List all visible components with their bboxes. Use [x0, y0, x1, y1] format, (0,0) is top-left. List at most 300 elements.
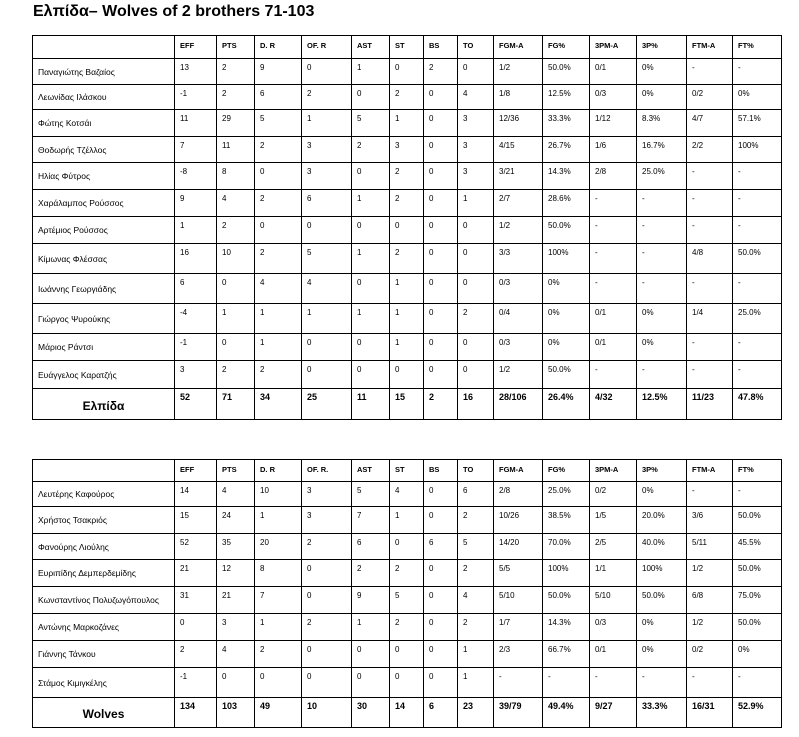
stat-bs: 0 — [424, 361, 458, 389]
stat-pts: 35 — [217, 534, 255, 560]
stat-to: 2 — [458, 614, 494, 641]
stat-bs: 0 — [424, 217, 458, 244]
player-name: Φώτης Κοτσάι — [33, 110, 175, 137]
stat-bs: 0 — [424, 190, 458, 217]
header-fgm: FGM-A — [494, 460, 543, 482]
total-to: 16 — [458, 389, 494, 420]
stat-dr: 1 — [255, 614, 302, 641]
stat-3pm: - — [590, 361, 637, 389]
total-ftm: 16/31 — [687, 698, 733, 728]
stat-eff: 11 — [175, 110, 217, 137]
stat-or: 1 — [302, 304, 352, 334]
stat-ast: 0 — [352, 668, 390, 698]
stat-ftp: 45.5% — [733, 534, 782, 560]
stat-st: 1 — [390, 304, 424, 334]
stat-ftp: 100% — [733, 137, 782, 163]
stat-3pp: - — [637, 244, 687, 274]
total-or: 10 — [302, 698, 352, 728]
stat-ftp: 25.0% — [733, 304, 782, 334]
stat-bs: 0 — [424, 668, 458, 698]
stat-to: 6 — [458, 482, 494, 507]
stat-eff: 2 — [175, 641, 217, 668]
header-eff: EFF — [175, 460, 217, 482]
stat-to: 0 — [458, 361, 494, 389]
header-bs: BS — [424, 460, 458, 482]
stat-3pp: 0% — [637, 614, 687, 641]
header-to: TO — [458, 460, 494, 482]
stat-3pp: 0% — [637, 85, 687, 110]
stat-eff: -1 — [175, 334, 217, 361]
stat-ast: 5 — [352, 482, 390, 507]
stat-st: 0 — [390, 59, 424, 85]
header-st: ST — [390, 36, 424, 59]
player-row — [33, 304, 782, 334]
stat-or: 0 — [302, 560, 352, 587]
stat-eff: 9 — [175, 190, 217, 217]
player-row — [33, 85, 782, 110]
total-pts: 71 — [217, 389, 255, 420]
stat-st: 2 — [390, 85, 424, 110]
stat-fgp: 0% — [543, 304, 590, 334]
stat-dr: 1 — [255, 334, 302, 361]
header-fgp: FG% — [543, 36, 590, 59]
stat-bs: 0 — [424, 110, 458, 137]
header-3pm: 3PM-A — [590, 460, 637, 482]
stat-ftm: 6/8 — [687, 587, 733, 614]
stat-ast: 6 — [352, 534, 390, 560]
stat-to: 1 — [458, 668, 494, 698]
total-dr: 49 — [255, 698, 302, 728]
stat-eff: 13 — [175, 59, 217, 85]
stat-eff: 3 — [175, 361, 217, 389]
stat-or: 2 — [302, 85, 352, 110]
player-name: Ιωάννης Γεωργιάδης — [33, 274, 175, 304]
stat-dr: 8 — [255, 560, 302, 587]
stat-fgm: 0/3 — [494, 334, 543, 361]
stat-pts: 2 — [217, 217, 255, 244]
stat-fgm: 3/3 — [494, 244, 543, 274]
stat-bs: 0 — [424, 304, 458, 334]
stat-bs: 0 — [424, 137, 458, 163]
stat-or: 4 — [302, 274, 352, 304]
player-row — [33, 614, 782, 641]
total-bs: 6 — [424, 698, 458, 728]
stat-or: 0 — [302, 59, 352, 85]
stat-ftp: - — [733, 163, 782, 190]
stat-to: 0 — [458, 244, 494, 274]
stat-ftp: - — [733, 274, 782, 304]
stat-pts: 0 — [217, 274, 255, 304]
stat-fgm: 1/2 — [494, 217, 543, 244]
header-ftm: FTM-A — [687, 460, 733, 482]
stat-ast: 0 — [352, 334, 390, 361]
stat-fgm: 2/7 — [494, 190, 543, 217]
stat-fgm: - — [494, 668, 543, 698]
stat-ast: 1 — [352, 614, 390, 641]
stat-3pm: 2/8 — [590, 163, 637, 190]
stat-ftp: - — [733, 59, 782, 85]
stat-or: 3 — [302, 163, 352, 190]
stat-to: 2 — [458, 304, 494, 334]
header-eff: EFF — [175, 36, 217, 59]
stat-ftm: - — [687, 163, 733, 190]
player-name: Θοδωρής Τζέλλος — [33, 137, 175, 163]
stat-ftp: 57.1% — [733, 110, 782, 137]
header-dr: D. R — [255, 36, 302, 59]
player-row — [33, 534, 782, 560]
stat-pts: 3 — [217, 614, 255, 641]
stat-or: 0 — [302, 334, 352, 361]
stat-3pp: - — [637, 190, 687, 217]
stat-or: 2 — [302, 534, 352, 560]
header-row — [33, 460, 782, 482]
stat-3pp: 100% — [637, 560, 687, 587]
player-row — [33, 137, 782, 163]
total-3pp: 12.5% — [637, 389, 687, 420]
stat-st: 1 — [390, 274, 424, 304]
stat-fgp: 66.7% — [543, 641, 590, 668]
stat-dr: 10 — [255, 482, 302, 507]
stat-fgm: 1/8 — [494, 85, 543, 110]
player-row — [33, 641, 782, 668]
stat-fgm: 3/21 — [494, 163, 543, 190]
stat-ftp: - — [733, 334, 782, 361]
stat-dr: 2 — [255, 137, 302, 163]
stat-fgm: 2/8 — [494, 482, 543, 507]
stat-dr: 1 — [255, 507, 302, 534]
stat-or: 3 — [302, 482, 352, 507]
stat-fgp: 14.3% — [543, 614, 590, 641]
stat-bs: 0 — [424, 482, 458, 507]
stat-fgp: 33.3% — [543, 110, 590, 137]
stat-pts: 4 — [217, 190, 255, 217]
stat-eff: 16 — [175, 244, 217, 274]
stat-dr: 2 — [255, 244, 302, 274]
stat-3pp: 0% — [637, 482, 687, 507]
totals-row — [33, 389, 782, 420]
team-name: Ελπίδα — [33, 389, 175, 420]
stat-bs: 0 — [424, 274, 458, 304]
stat-ast: 0 — [352, 217, 390, 244]
total-ast: 30 — [352, 698, 390, 728]
stat-bs: 2 — [424, 59, 458, 85]
stat-ftp: 50.0% — [733, 507, 782, 534]
header-to: TO — [458, 36, 494, 59]
header-fgm: FGM-A — [494, 36, 543, 59]
header-pts: PTS — [217, 36, 255, 59]
player-name: Λευτέρης Καφούρος — [33, 482, 175, 507]
player-row — [33, 274, 782, 304]
player-name: Ηλίας Φύτρος — [33, 163, 175, 190]
stat-3pp: - — [637, 274, 687, 304]
stat-fgm: 1/2 — [494, 361, 543, 389]
stat-3pp: 0% — [637, 59, 687, 85]
stat-st: 1 — [390, 507, 424, 534]
stat-fgm: 5/10 — [494, 587, 543, 614]
stat-3pm: 2/5 — [590, 534, 637, 560]
stat-eff: 6 — [175, 274, 217, 304]
player-row — [33, 334, 782, 361]
stat-to: 0 — [458, 59, 494, 85]
stat-3pp: 20.0% — [637, 507, 687, 534]
stat-to: 4 — [458, 85, 494, 110]
stat-to: 3 — [458, 110, 494, 137]
stat-ftm: 1/4 — [687, 304, 733, 334]
stat-or: 5 — [302, 244, 352, 274]
stat-dr: 2 — [255, 641, 302, 668]
stat-bs: 0 — [424, 614, 458, 641]
stat-dr: 0 — [255, 163, 302, 190]
stat-fgp: - — [543, 668, 590, 698]
header-fgp: FG% — [543, 460, 590, 482]
stat-ftm: 0/2 — [687, 85, 733, 110]
stat-ftm: 4/8 — [687, 244, 733, 274]
stat-bs: 0 — [424, 587, 458, 614]
stat-ftm: 3/6 — [687, 507, 733, 534]
stat-to: 1 — [458, 641, 494, 668]
stat-eff: -1 — [175, 85, 217, 110]
stat-eff: -4 — [175, 304, 217, 334]
stat-fgm: 1/7 — [494, 614, 543, 641]
player-name: Κωνσταντίνος Πολυζωγόπουλος — [33, 587, 175, 614]
stat-to: 2 — [458, 507, 494, 534]
total-ftp: 52.9% — [733, 698, 782, 728]
player-row — [33, 668, 782, 698]
stat-fgm: 2/3 — [494, 641, 543, 668]
player-row — [33, 217, 782, 244]
stat-to: 2 — [458, 560, 494, 587]
stat-3pp: - — [637, 361, 687, 389]
player-name: Κίμωνας Φλέσσας — [33, 244, 175, 274]
stat-eff: 21 — [175, 560, 217, 587]
stat-fgp: 0% — [543, 274, 590, 304]
player-row — [33, 59, 782, 85]
stat-bs: 0 — [424, 244, 458, 274]
player-name: Γιάννης Τάνκου — [33, 641, 175, 668]
player-name: Γιώργος Ψυρούκης — [33, 304, 175, 334]
player-row — [33, 190, 782, 217]
stat-st: 1 — [390, 110, 424, 137]
stat-bs: 6 — [424, 534, 458, 560]
header-ftp: FT% — [733, 460, 782, 482]
total-fgm: 28/106 — [494, 389, 543, 420]
stat-ftm: - — [687, 274, 733, 304]
header-dr: D. R — [255, 460, 302, 482]
stat-eff: 1 — [175, 217, 217, 244]
stat-ast: 0 — [352, 641, 390, 668]
stat-pts: 1 — [217, 304, 255, 334]
stat-ftm: - — [687, 361, 733, 389]
stat-fgm: 5/5 — [494, 560, 543, 587]
stat-st: 0 — [390, 217, 424, 244]
stat-fgp: 26.7% — [543, 137, 590, 163]
stat-fgm: 4/15 — [494, 137, 543, 163]
stat-3pm: 0/1 — [590, 59, 637, 85]
player-name: Στάμος Κιμιγκέλης — [33, 668, 175, 698]
stat-3pm: 5/10 — [590, 587, 637, 614]
stat-3pm: 0/3 — [590, 614, 637, 641]
stat-dr: 4 — [255, 274, 302, 304]
stat-dr: 2 — [255, 361, 302, 389]
stat-dr: 7 — [255, 587, 302, 614]
player-row — [33, 560, 782, 587]
stat-or: 0 — [302, 361, 352, 389]
total-st: 15 — [390, 389, 424, 420]
header-ast: AST — [352, 460, 390, 482]
player-name: Χρήστος Τσακριός — [33, 507, 175, 534]
stat-or: 3 — [302, 507, 352, 534]
stat-eff: -1 — [175, 668, 217, 698]
total-st: 14 — [390, 698, 424, 728]
total-ast: 11 — [352, 389, 390, 420]
team1-stats-table — [32, 35, 782, 420]
header-3pp: 3P% — [637, 36, 687, 59]
stat-3pm: 1/12 — [590, 110, 637, 137]
stat-pts: 0 — [217, 334, 255, 361]
total-bs: 2 — [424, 389, 458, 420]
stat-to: 0 — [458, 334, 494, 361]
stat-st: 2 — [390, 190, 424, 217]
stat-ast: 7 — [352, 507, 390, 534]
stat-fgm: 0/4 — [494, 304, 543, 334]
stat-dr: 6 — [255, 85, 302, 110]
player-row — [33, 587, 782, 614]
header-3pm: 3PM-A — [590, 36, 637, 59]
stat-ftp: 75.0% — [733, 587, 782, 614]
player-name: Ευάγγελος Καρατζής — [33, 361, 175, 389]
stat-ftp: 50.0% — [733, 614, 782, 641]
stat-ftm: 1/2 — [687, 560, 733, 587]
header-blank-cell — [33, 460, 175, 482]
total-3pp: 33.3% — [637, 698, 687, 728]
player-name: Ευριπίδης Δεμπερδεμίδης — [33, 560, 175, 587]
stat-pts: 4 — [217, 641, 255, 668]
stat-ftm: 1/2 — [687, 614, 733, 641]
stat-dr: 1 — [255, 304, 302, 334]
stat-3pm: 0/1 — [590, 304, 637, 334]
stat-to: 3 — [458, 163, 494, 190]
stat-fgp: 50.0% — [543, 587, 590, 614]
stat-fgp: 100% — [543, 560, 590, 587]
stat-ftp: - — [733, 361, 782, 389]
stat-fgp: 28.6% — [543, 190, 590, 217]
stat-bs: 0 — [424, 163, 458, 190]
stat-fgp: 50.0% — [543, 59, 590, 85]
stat-pts: 21 — [217, 587, 255, 614]
stat-or: 6 — [302, 190, 352, 217]
total-3pm: 4/32 — [590, 389, 637, 420]
player-row — [33, 507, 782, 534]
stat-fgp: 25.0% — [543, 482, 590, 507]
stat-3pm: 0/2 — [590, 482, 637, 507]
stat-pts: 8 — [217, 163, 255, 190]
header-ftp: FT% — [733, 36, 782, 59]
stat-ast: 1 — [352, 244, 390, 274]
stat-3pm: 0/3 — [590, 85, 637, 110]
stat-3pp: 0% — [637, 641, 687, 668]
total-or: 25 — [302, 389, 352, 420]
stat-fgp: 70.0% — [543, 534, 590, 560]
stat-st: 2 — [390, 560, 424, 587]
stat-3pp: 16.7% — [637, 137, 687, 163]
stat-pts: 2 — [217, 59, 255, 85]
stat-ftp: - — [733, 190, 782, 217]
stat-bs: 0 — [424, 334, 458, 361]
stat-ast: 2 — [352, 560, 390, 587]
total-to: 23 — [458, 698, 494, 728]
stat-ftm: - — [687, 217, 733, 244]
stat-3pm: 1/5 — [590, 507, 637, 534]
totals-row — [33, 698, 782, 728]
player-row — [33, 361, 782, 389]
stat-ast: 2 — [352, 137, 390, 163]
header-ftm: FTM-A — [687, 36, 733, 59]
stat-3pp: 25.0% — [637, 163, 687, 190]
stat-st: 2 — [390, 244, 424, 274]
stat-3pp: 0% — [637, 304, 687, 334]
stat-ftm: 0/2 — [687, 641, 733, 668]
stat-to: 1 — [458, 190, 494, 217]
player-row — [33, 482, 782, 507]
stat-pts: 11 — [217, 137, 255, 163]
stat-ast: 9 — [352, 587, 390, 614]
stat-ast: 1 — [352, 304, 390, 334]
stat-st: 1 — [390, 334, 424, 361]
stat-fgm: 14/20 — [494, 534, 543, 560]
stat-3pm: - — [590, 190, 637, 217]
stat-ftp: 0% — [733, 85, 782, 110]
stat-fgp: 38.5% — [543, 507, 590, 534]
total-ftp: 47.8% — [733, 389, 782, 420]
stat-3pm: 0/1 — [590, 641, 637, 668]
stat-3pp: 50.0% — [637, 587, 687, 614]
player-name: Μάριος Ράντσι — [33, 334, 175, 361]
stat-ast: 0 — [352, 163, 390, 190]
stat-to: 4 — [458, 587, 494, 614]
stat-eff: 0 — [175, 614, 217, 641]
stat-eff: 52 — [175, 534, 217, 560]
header-ast: AST — [352, 36, 390, 59]
stat-3pm: 1/1 — [590, 560, 637, 587]
player-name: Αρτέμιος Ρούσσος — [33, 217, 175, 244]
stat-3pm: - — [590, 668, 637, 698]
header-or: OF. R — [302, 36, 352, 59]
player-name: Φανούρης Λιούλης — [33, 534, 175, 560]
stat-3pp: 0% — [637, 334, 687, 361]
stat-ftm: - — [687, 190, 733, 217]
stat-bs: 0 — [424, 560, 458, 587]
player-name: Λεωνίδας Ιλάσκου — [33, 85, 175, 110]
stat-to: 0 — [458, 274, 494, 304]
player-row — [33, 163, 782, 190]
stat-or: 0 — [302, 641, 352, 668]
stat-bs: 0 — [424, 641, 458, 668]
total-eff: 52 — [175, 389, 217, 420]
player-name: Αντώνης Μαρκοζάνες — [33, 614, 175, 641]
stat-or: 0 — [302, 587, 352, 614]
stat-st: 0 — [390, 361, 424, 389]
stat-ast: 0 — [352, 361, 390, 389]
stat-3pm: 1/6 — [590, 137, 637, 163]
stat-fgm: 1/2 — [494, 59, 543, 85]
stat-ftp: 0% — [733, 641, 782, 668]
stat-ftm: - — [687, 668, 733, 698]
stat-pts: 12 — [217, 560, 255, 587]
stat-fgp: 0% — [543, 334, 590, 361]
stat-ftm: 2/2 — [687, 137, 733, 163]
stat-st: 2 — [390, 163, 424, 190]
stat-pts: 24 — [217, 507, 255, 534]
